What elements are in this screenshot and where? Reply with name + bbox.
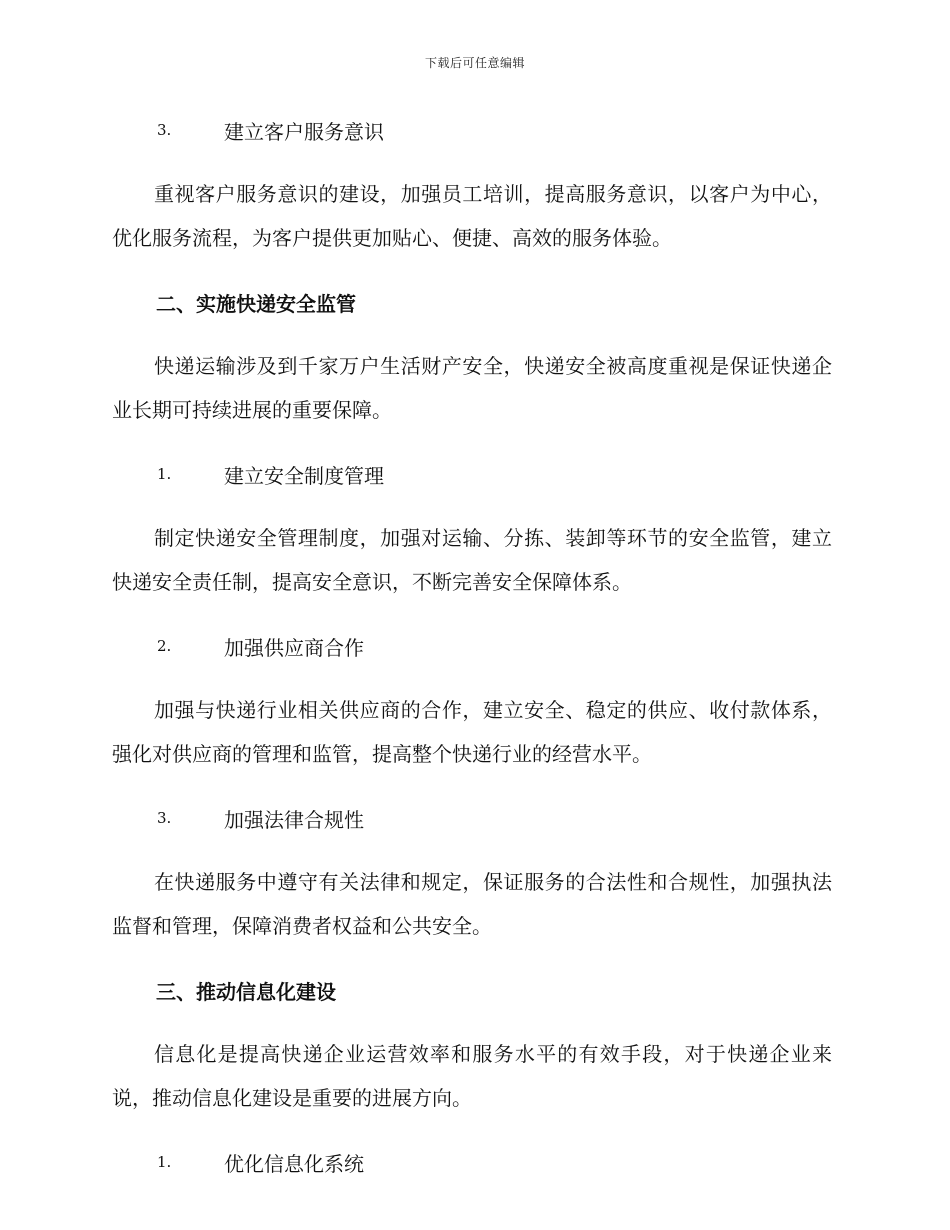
document-body — [112, 112, 832, 1180]
item-number: 1. — [157, 1153, 172, 1171]
item-number: 3. — [157, 809, 172, 827]
numbered-subheading — [112, 456, 832, 492]
body-paragraph: 制定快递安全管理制度，加强对运输、分拣、装卸等环节的安全监管，建立快递安全责任制，提高安全意识，不断完善安全保障体系。 — [112, 526, 832, 594]
item-title: 建立客户服务意识 — [224, 119, 384, 144]
item-title: 加强供应商合作 — [224, 635, 364, 660]
item-title: 建立安全制度管理 — [224, 463, 384, 488]
numbered-subheading — [112, 800, 832, 836]
item-title: 加强法律合规性 — [224, 807, 364, 832]
section-heading: 三、推动信息化建设 — [156, 979, 336, 1004]
body-paragraph: 在快递服务中遵守有关法律和规定，保证服务的合法性和合规性，加强执法监督和管理，保障消费者权益和公共安全。 — [112, 870, 832, 938]
numbered-subheading — [112, 628, 832, 664]
body-paragraph: 快递运输涉及到千家万户生活财产安全，快递安全被高度重视是保证快递企业长期可持续进展的重要保障。 — [112, 354, 832, 422]
numbered-subheading — [112, 112, 832, 148]
item-number: 1. — [157, 465, 172, 483]
item-number: 2. — [157, 637, 172, 655]
item-number: 3. — [157, 121, 172, 139]
body-paragraph: 重视客户服务意识的建设，加强员工培训，提高服务意识，以客户为中心，优化服务流程，为客户提供更加贴心、便捷、高效的服务体验。 — [112, 182, 832, 250]
section-heading: 二、实施快递安全监管 — [156, 291, 356, 316]
page-header: 下载后可任意编辑 — [424, 56, 525, 70]
body-paragraph: 信息化是提高快递企业运营效率和服务水平的有效手段，对于快递企业来说，推动信息化建设是重要的进展方向。 — [112, 1042, 832, 1110]
numbered-subheading — [112, 1144, 832, 1180]
item-title: 优化信息化系统 — [224, 1151, 364, 1176]
body-paragraph: 加强与快递行业相关供应商的合作，建立安全、稳定的供应、收付款体系，强化对供应商的管理和监管，提高整个快递行业的经营水平。 — [112, 698, 832, 766]
